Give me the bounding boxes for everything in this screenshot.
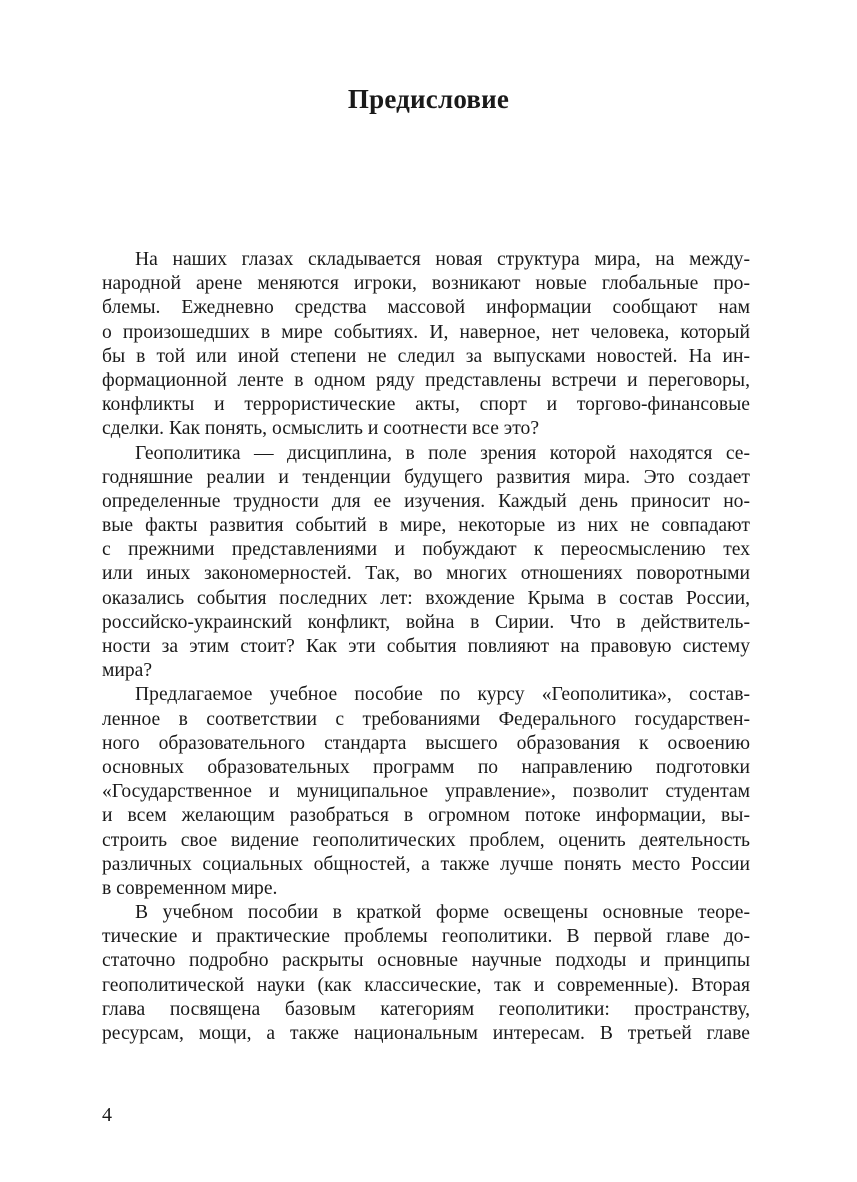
text-line: мира?: [102, 660, 153, 682]
text-line: сделки. Как понять, осмыслить и соотнести все это?: [102, 418, 540, 440]
text-line: определенные трудности для ее изучения. Каждый день приносит но-: [102, 490, 750, 512]
text-line: в современном мире.: [102, 877, 278, 899]
text-line: ного образовательного стандарта высшего образования к освоению: [102, 732, 750, 754]
page-title: Предисловие: [347, 84, 510, 114]
text-line: годняшние реалии и тенденции будущего развития мира. Это создает: [102, 466, 750, 488]
text-line: глава посвящена базовым категориям геополитики: пространству,: [102, 998, 750, 1020]
text-line: и всем желающим разобраться в огромном потоке информации, вы-: [102, 805, 750, 827]
text-line: бы в той или иной степени не следил за выпусками новостей. На ин-: [102, 345, 750, 367]
text-line: ресурсам, мощи, а также национальным интересам. В третьей главе: [102, 1023, 750, 1044]
text-line: народной арене меняются игроки, возникают новые глобальные про-: [102, 273, 750, 295]
text-line: оказались события последних лет: вхождение Крыма в состав России,: [102, 587, 750, 609]
text-line: тические и практические проблемы геополитики. В первой главе до-: [102, 926, 750, 948]
text-line: геополитической науки (как классические, так и современные). Вторая: [102, 974, 750, 996]
text-line: В учебном пособии в краткой форме освещены основные теоре-: [135, 902, 750, 924]
text-line: конфликты и террористические акты, спорт и торгово-финансовые: [102, 394, 750, 416]
text-line: На наших глазах складывается новая структура мира, на между-: [135, 249, 750, 270]
text-line: российско-украинский конфликт, война в Сирии. Что в действитель-: [102, 611, 750, 633]
text-line: ленное в соответствии с требованиями Федерального государствен-: [102, 708, 750, 730]
text-line: статочно подробно раскрыты основные научные подходы и принципы: [102, 950, 750, 972]
text-line: или иных закономерностей. Так, во многих отношениях поворотными: [102, 563, 750, 585]
text-line: ности за этим стоит? Как эти события повлияют на правовую систему: [102, 636, 750, 657]
text-line: Геополитика — дисциплина, в поле зрения которой находятся се-: [135, 442, 750, 464]
text-line: «Государственное и муниципальное управление», позволит студентам: [102, 781, 750, 803]
text-line: с прежними представлениями и побуждают к переосмыслению тех: [102, 539, 750, 561]
text-line: вые факты развития событий в мире, некоторые из них не совпадают: [102, 515, 750, 537]
text-line: о произошедших в мире событиях. И, наверное, нет человека, который: [102, 321, 750, 343]
text-line: различных социальных общностей, а также лучше понять место России: [102, 853, 750, 875]
page-number: 4: [102, 1104, 112, 1126]
text-line: Предлагаемое учебное пособие по курсу «Геополитика», состав-: [135, 684, 750, 706]
text-line: строить свое видение геополитических проблем, оценить деятельность: [102, 829, 750, 851]
text-line: основных образовательных программ по направлению подготовки: [102, 756, 750, 778]
text-line: формационной ленте в одном ряду представлены встречи и переговоры,: [102, 369, 750, 391]
body-text: [102, 248, 750, 1046]
text-line: блемы. Ежедневно средства массовой информации сообщают нам: [102, 297, 750, 319]
